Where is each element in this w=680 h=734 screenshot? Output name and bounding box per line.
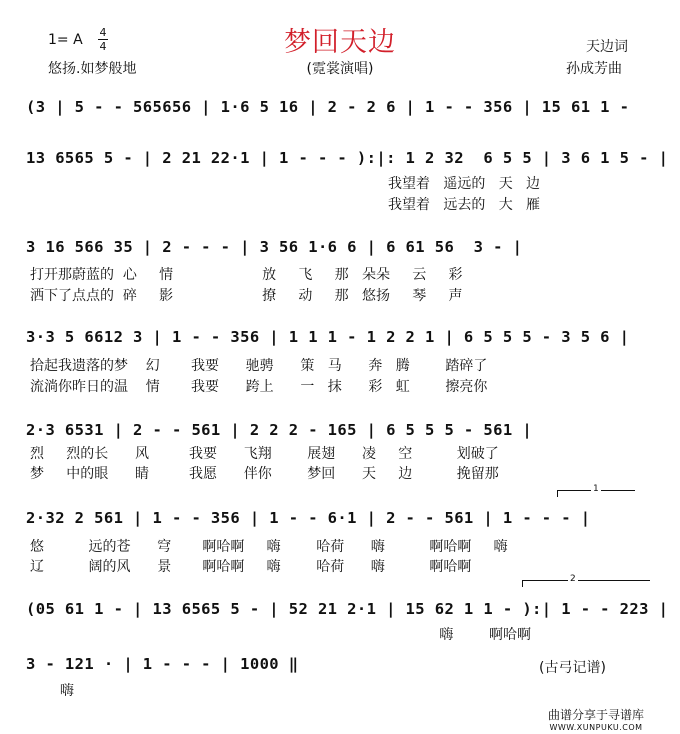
notation: 2·3 6531 | 2 - - 561 | 2 2 2 - 165 | 6 5 5 5 - 561 | bbox=[26, 421, 533, 439]
singer-credit: (霓裳演唱) bbox=[306, 61, 374, 77]
key-signature: 1= A bbox=[48, 32, 83, 48]
score-line-5 bbox=[26, 418, 652, 442]
watermark-url: WWW.XUNPUKU.COM bbox=[549, 723, 643, 732]
lyric-verse-1: 拾起我遗落的梦 幻 我要 驰骋 策 马 奔 腾 踏碎了 bbox=[30, 358, 488, 374]
tempo-marking: 悠扬.如梦般地 bbox=[48, 61, 137, 77]
lyric-verse-2: 辽 阔的风 景 啊哈啊 嗨 哈荷 嗨 啊哈啊 bbox=[30, 559, 472, 575]
lyric-verse-1: 烈 烈的长 风 我要 飞翔 展翅 凌 空 划破了 bbox=[30, 446, 499, 462]
notation: 13 6565 5 - | 2 21 22·1 | 1 - - - ):|: 1 2 32 6 5 5 | 3 6 1 5 - | bbox=[26, 149, 669, 167]
notation: (05 61 1 - | 13 6565 5 - | 52 21 2·1 | 15 62 1 1 - ):| 1 - - 223 | bbox=[26, 600, 669, 618]
notation: 3·3 5 6612 3 | 1 - - 356 | 1 1 1 - 1 2 2 1 | 6 5 5 5 - 3 5 6 | bbox=[26, 328, 630, 346]
lyric-verse-2: 流淌你昨日的温 情 我要 跨上 一 抹 彩 虹 擦亮你 bbox=[30, 379, 488, 395]
watermark-text: 曲谱分享于寻谱库 bbox=[547, 708, 644, 722]
lyric-verse-1: 嗨 啊哈啊 bbox=[30, 627, 532, 643]
notation: 3 - 121 · | 1 - - - | 1000 ‖ bbox=[26, 655, 299, 673]
song-title: 梦回天边 bbox=[284, 27, 396, 58]
lyricist-credit: 天边词 bbox=[586, 39, 628, 55]
lyric-verse-2: 梦 中的眼 睛 我愿 伴你 梦回 天 边 挽留那 bbox=[30, 466, 499, 482]
lyric-verse-1: 嗨 bbox=[60, 683, 74, 699]
lyric-verse-1: 我望着 遥远的 天 边 bbox=[388, 176, 541, 192]
score-line-4 bbox=[26, 325, 652, 349]
score-line-3 bbox=[26, 235, 652, 259]
watermark bbox=[534, 706, 658, 732]
score-line-7 bbox=[26, 597, 669, 621]
volta-bracket-1 bbox=[557, 484, 635, 494]
time-signature bbox=[98, 27, 108, 52]
transcriber-credit: (古弓记谱) bbox=[539, 660, 606, 676]
notation: 3 16 566 35 | 2 - - - | 3 56 1·6 6 | 6 61 56 3 - | bbox=[26, 238, 523, 256]
time-signature-bottom: 4 bbox=[99, 40, 107, 53]
volta-bracket-2 bbox=[522, 574, 650, 584]
lyric-verse-2: 洒下了点点的 碎 影 撩 动 那 悠扬 琴 声 bbox=[30, 288, 463, 304]
volta-number: 2 bbox=[570, 574, 576, 584]
time-signature-top: 4 bbox=[99, 26, 107, 39]
score-line-1 bbox=[26, 95, 652, 119]
composer-credit: 孙成芳曲 bbox=[566, 61, 622, 77]
score-line-2 bbox=[26, 146, 669, 170]
lyric-verse-2: 我望着 远去的 大 雁 bbox=[388, 197, 541, 213]
volta-number: 1 bbox=[593, 484, 599, 494]
notation: (3 | 5 - - 565656 | 1·6 5 16 | 2 - 2 6 | 1 - - 356 | 15 61 1 - bbox=[26, 98, 630, 116]
lyric-verse-1: 悠 远的苍 穹 啊哈啊 嗨 哈荷 嗨 啊哈啊 嗨 bbox=[30, 539, 508, 555]
notation: 2·32 2 561 | 1 - - 356 | 1 - - 6·1 | 2 - - 561 | 1 - - - | bbox=[26, 509, 591, 527]
lyric-verse-1: 打开那蔚蓝的 心 情 放 飞 那 朵朵 云 彩 bbox=[30, 267, 463, 283]
score-line-6 bbox=[26, 506, 652, 530]
